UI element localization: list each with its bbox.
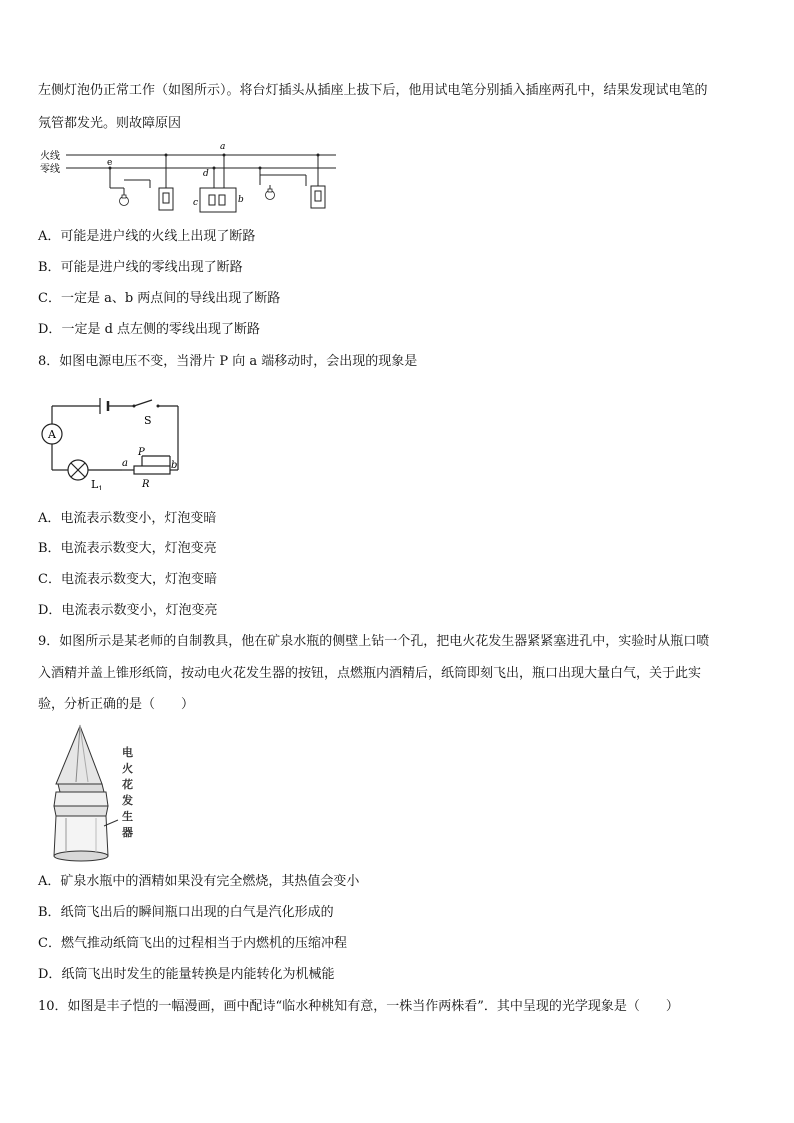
q7-option-d[interactable] — [38, 322, 260, 338]
option-letter: D． — [38, 603, 62, 618]
option-letter: B． — [38, 541, 61, 556]
end-a-label: a — [122, 458, 128, 469]
lamp-letter: L — [91, 478, 99, 490]
point-c-label: c — [193, 198, 199, 208]
option-text: 电流表示数变大，灯泡变亮 — [60, 541, 217, 556]
switch-label: S — [144, 414, 152, 427]
option-text: 电流表示数变大，灯泡变暗 — [60, 572, 217, 587]
q7-circuit-figure — [38, 140, 338, 220]
lamp-subscript: 1 — [98, 485, 103, 490]
option-letter: C． — [38, 572, 61, 587]
q8-stem: 8．如图电源电压不变，当滑片 P 向 a 端移动时，会出现的现象是 — [38, 354, 418, 369]
point-b-label: b — [238, 195, 244, 205]
resistor-label: R — [142, 479, 150, 490]
igniter-label-char: 花 — [122, 778, 133, 791]
q9-option-d[interactable] — [38, 967, 334, 983]
q7-option-c[interactable] — [38, 291, 280, 307]
option-letter: A． — [38, 229, 61, 244]
q9-bottle-figure — [38, 722, 138, 867]
ammeter-label: A — [48, 428, 56, 441]
q7-option-a[interactable] — [38, 229, 255, 245]
option-text: 矿泉水瓶中的酒精如果没有完全燃烧，其热值会变小 — [60, 874, 360, 889]
option-letter: B． — [38, 905, 61, 920]
q9-option-c[interactable] — [38, 936, 347, 952]
q8-option-b[interactable] — [38, 541, 217, 557]
live-wire-label: 火线 — [40, 151, 60, 162]
point-d-label: d — [203, 169, 209, 179]
option-text: 电流表示数变小，灯泡变亮 — [61, 603, 218, 618]
option-letter: D． — [38, 322, 62, 337]
igniter-label-char: 火 — [122, 762, 133, 775]
option-text: 电流表示数变小，灯泡变暗 — [60, 511, 217, 526]
q9-option-b[interactable] — [38, 905, 334, 921]
option-text: 一定是 d 点左侧的零线出现了断路 — [61, 322, 261, 337]
option-letter: C． — [38, 291, 61, 306]
igniter-label-char: 电 — [122, 746, 133, 759]
option-letter: A． — [38, 511, 61, 526]
q10-stem: 10．如图是丰子恺的一幅漫画，画中配诗“临水种桃知有意，一株当作两株看”．其中呈现的光学现象是（ ） — [38, 999, 679, 1014]
q7-option-b[interactable] — [38, 260, 243, 276]
option-letter: D． — [38, 967, 62, 982]
option-text: 燃气推动纸筒飞出的过程相当于内燃机的压缩冲程 — [60, 936, 347, 951]
lamp-label — [91, 478, 103, 490]
point-a-label: a — [220, 142, 226, 152]
q8-circuit-figure — [38, 390, 188, 490]
q9-option-a[interactable] — [38, 874, 359, 890]
neutral-wire-label: 零线 — [40, 164, 60, 175]
option-text: 一定是 a、b 两点间的导线出现了断路 — [60, 291, 281, 306]
slider-p-label: P — [138, 447, 145, 458]
q8-option-a[interactable] — [38, 511, 216, 527]
q9-stem-line-2: 入酒精并盖上锥形纸筒，按动电火花发生器的按钮，点燃瓶内酒精后，纸筒即刻飞出，瓶口出现大量白气，关于此实 — [38, 666, 702, 681]
option-text: 可能是进户线的火线上出现了断路 — [60, 229, 256, 244]
point-e-label: e — [107, 158, 113, 168]
end-b-label: b — [171, 460, 178, 471]
q8-option-d[interactable] — [38, 603, 217, 619]
option-letter: B． — [38, 260, 61, 275]
q7-stem-line-2: 氖管都发光。则故障原因 — [38, 116, 182, 131]
igniter-label-char: 生 — [122, 810, 133, 823]
option-letter: A． — [38, 874, 61, 889]
igniter-label-char: 器 — [122, 826, 133, 839]
q9-stem-line-3: 验，分析正确的是（ ） — [38, 697, 195, 712]
q9-stem-line-1: 9．如图所示是某老师的自制教具，他在矿泉水瓶的侧壁上钻一个孔，把电火花发生器紧紧塞进孔中，实验时从瓶口喷 — [38, 634, 710, 649]
q8-option-c[interactable] — [38, 572, 217, 588]
option-text: 纸筒飞出后的瞬间瓶口出现的白气是汽化形成的 — [60, 905, 334, 920]
igniter-label-char: 发 — [122, 794, 133, 807]
option-letter: C． — [38, 936, 61, 951]
option-text: 可能是进户线的零线出现了断路 — [60, 260, 243, 275]
q7-stem-line-1: 左侧灯泡仍正常工作（如图所示）。将台灯插头从插座上拔下后，他用试电笔分别插入插座两孔中，结果发现试电笔的 — [38, 83, 708, 98]
option-text: 纸筒飞出时发生的能量转换是内能转化为机械能 — [61, 967, 335, 982]
